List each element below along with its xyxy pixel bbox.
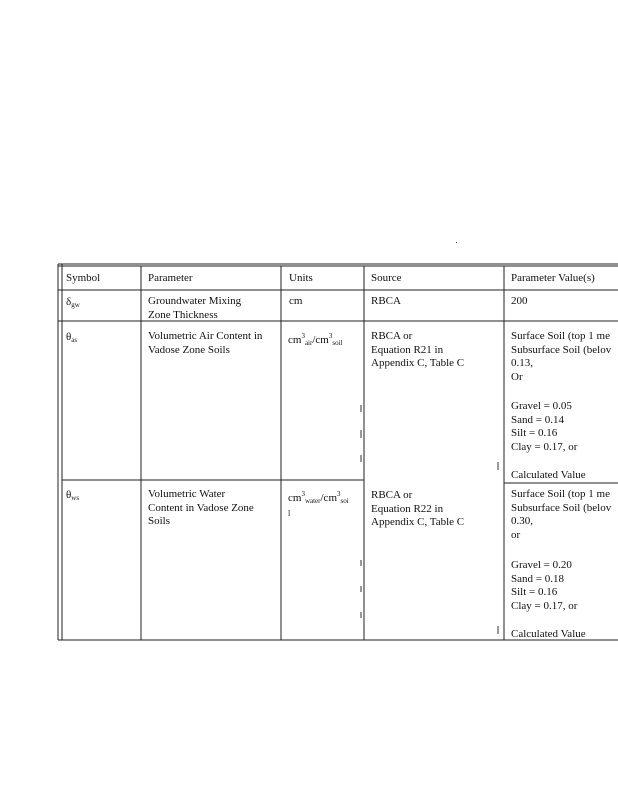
row2-value-defaults: Gravel = 0.05 Sand = 0.14 Silt = 0.16 Clay = 0.17, or (511, 400, 578, 453)
header-value: Parameter Value(s) (511, 272, 595, 284)
row1-symbol: $\delta_{gw}$ (66, 296, 80, 309)
scan-speck (456, 242, 457, 243)
row3-units: $cm^3_{water}/cm^3_{soi}$ l (288, 490, 349, 518)
row2-value-intro: Surface Soil (top 1 me Subsurface Soil (belov 0.13, Or (511, 330, 612, 383)
row3-value-calculated: Calculated Value (511, 628, 586, 640)
row2-value-calculated: Calculated Value (511, 469, 586, 481)
header-units: Units (289, 272, 313, 284)
row3-source: RBCA or Equation R22 in Appendix C, Table C (371, 489, 465, 529)
row3-value-intro: Surface Soil (top 1 me Subsurface Soil (belov 0.30, or (511, 488, 612, 541)
row1-parameter: Groundwater Mixing Zone Thickness (148, 295, 242, 321)
row3-value-defaults: Gravel = 0.20 Sand = 0.18 Silt = 0.16 Clay = 0.17, or (511, 559, 578, 612)
row1-units: cm (289, 295, 303, 307)
row3-symbol: $\theta_{ws}$ (66, 489, 80, 502)
row2-source: RBCA or Equation R21 in Appendix C, Table C (371, 330, 465, 370)
header-parameter: Parameter (148, 272, 193, 284)
row2-symbol: $\theta_{as}$ (66, 331, 78, 344)
row1-value: 200 (511, 295, 528, 307)
row3-parameter: Volumetric Water Content in Vadose Zone Soils (148, 488, 254, 528)
row2-parameter: Volumetric Air Content in Vadose Zone Soils (148, 330, 263, 356)
row1-source: RBCA (371, 295, 401, 307)
header-symbol: Symbol (66, 272, 101, 284)
row2-units: $cm^3_{air}/cm^3_{soil}$ (288, 332, 343, 347)
header-source: Source (371, 272, 402, 284)
